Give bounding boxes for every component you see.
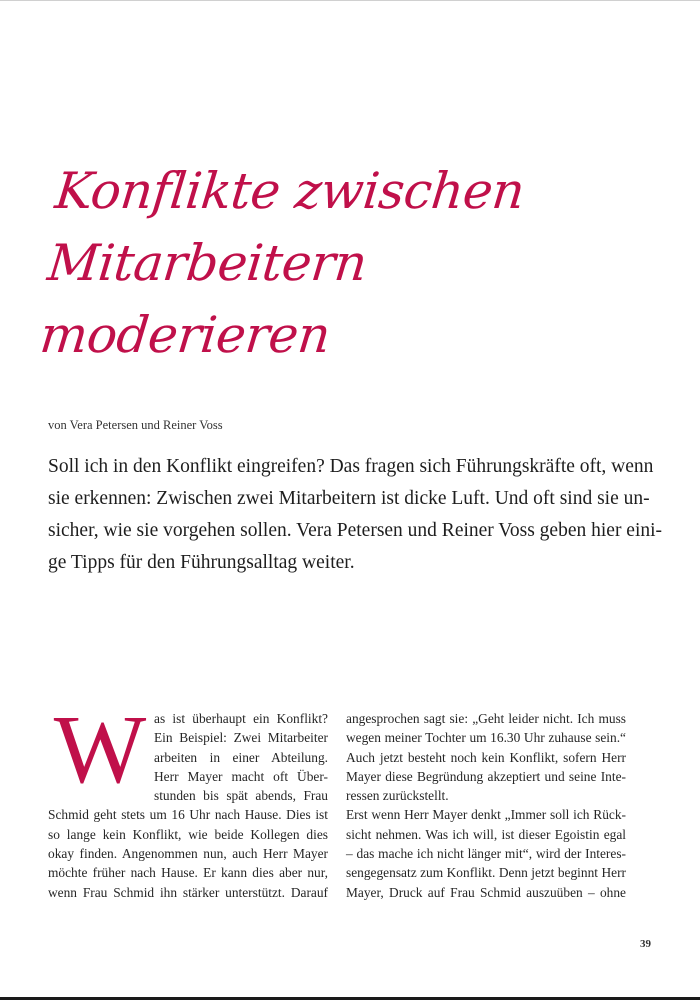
body-line: as ist überhaupt ein Konflikt? [154,711,328,726]
article-title [37,155,680,371]
body-line: Erst wenn Herr Mayer denkt „Immer soll ich Rück- [346,807,626,823]
body-column-left [48,709,328,902]
body-column-right [346,709,626,902]
body-line: wenn Frau Schmid ihn stärker unterstützt. Darauf [48,884,328,900]
body-line: Schmid geht stets um 16 Uhr nach Hause. Dies ist [48,807,328,823]
lead-line: ge Tipps für den Führungsalltag weiter. [48,552,355,573]
lead-line: sicher, wie sie vorgehen sollen. Vera Petersen und Reiner Voss geben hier eini- [48,520,663,541]
body-line: ressen zurückstellt. [346,788,449,804]
body-line: Mayer, Druck auf Frau Schmid auszuüben – ohne [346,884,626,900]
body-line: wegen meiner Tochter um 16.30 Uhr zuhause sein.“ [346,730,626,746]
body-line: so lange kein Konflikt, wie beide Kollegen dies [48,826,328,842]
drop-cap: W [53,696,147,804]
lead-line: sie erkennen: Zwischen zwei Mitarbeitern ist dicke Luft. Und oft sind sie un- [48,488,650,509]
body-line: Mayer diese Begründung akzeptiert und seine Inte- [346,768,626,784]
body-line: möchte früher nach Hause. Er kann dies aber nur, [48,865,328,881]
body-line: arbeiten in einer Abteilung. [154,749,328,765]
body-line: – das mache ich nicht länger mit“, wird der Interes- [346,846,626,862]
byline: von Vera Petersen und Reiner Voss [48,418,223,432]
page-number: 39 [640,938,651,950]
lead-paragraph [48,451,663,579]
page-top-edge [0,0,700,1]
body-line: sengegensatz zum Konflikt. Denn jetzt beginnt Herr [346,865,626,881]
body-line: stunden bis spät abends, Frau [154,788,328,804]
body-line: Ein Beispiel: Zwei Mitarbeiter [154,730,328,746]
title-line-1: Konflikte zwischen [52,162,528,220]
lead-line: Soll ich in den Konflikt eingreifen? Das fragen sich Führungskräfte oft, wenn [48,456,654,477]
body-line: sicht nehmen. Was ich will, ist dieser Egoistin egal [346,826,626,842]
body-line: okay finden. Angenommen nun, auch Herr Mayer [48,846,328,862]
body-line: Herr Mayer macht oft Über- [154,768,328,784]
body-line: Auch jetzt besteht noch kein Konflikt, sofern Herr [346,749,626,765]
title-line-2: Mitarbeitern moderieren [37,234,370,364]
body-line: angesprochen sagt sie: „Geht leider nicht. Ich muss [346,711,626,726]
